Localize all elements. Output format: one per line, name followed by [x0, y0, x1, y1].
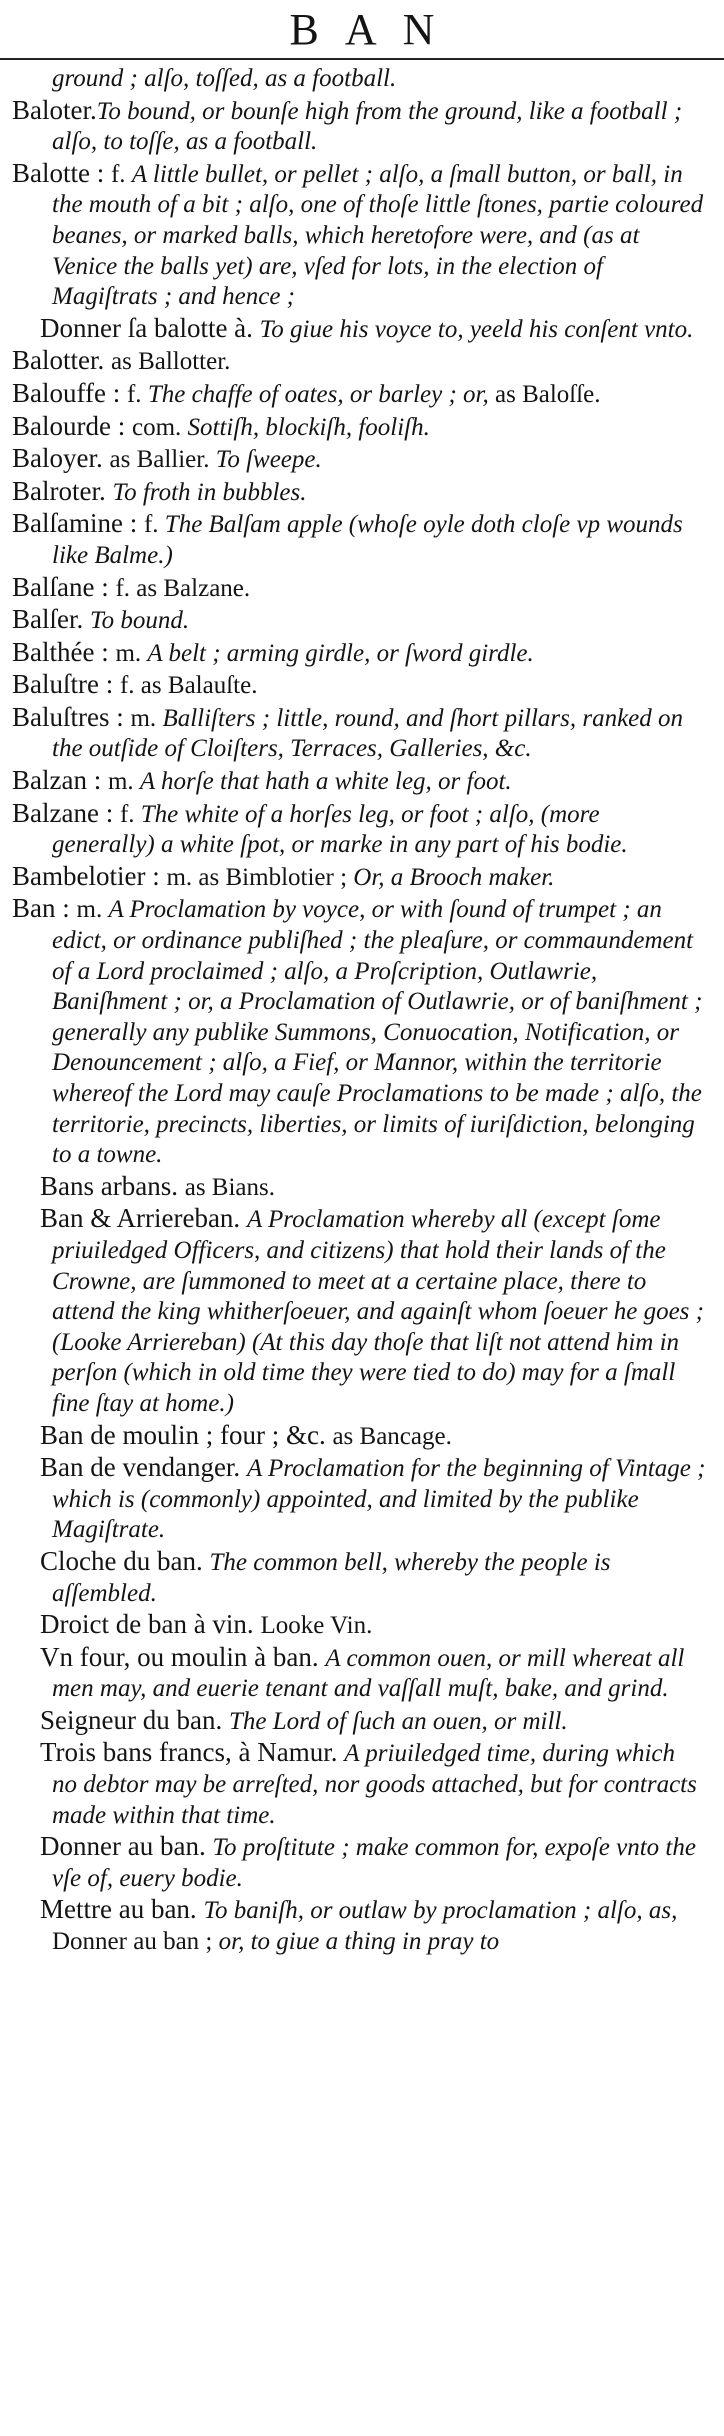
dictionary-entry: [6, 1705, 706, 1738]
entry-grammar: f. as: [115, 574, 164, 602]
entry-crossref: Bimblotier ;: [225, 863, 354, 891]
entry-definition: ground ; alſo, toſſed, as a football.: [52, 65, 397, 92]
entry-grammar: as: [332, 1422, 360, 1450]
entry-headword: Balourde :: [12, 410, 132, 441]
dictionary-entry: [6, 798, 706, 861]
entry-definition: To proſtitute ; make common for, expoſe vnto the vſe of, euery bodie.: [52, 1834, 696, 1892]
dictionary-entry: [6, 1642, 706, 1705]
dictionary-entry: [6, 1831, 706, 1894]
dictionary-entry: [6, 158, 706, 313]
entry-headword: Ban de vendanger.: [40, 1452, 247, 1483]
entry-grammar: as: [184, 1173, 212, 1201]
entry-definition: To ſweepe.: [215, 446, 322, 474]
entry-grammar: f.: [110, 160, 132, 188]
dictionary-entry: [6, 1203, 706, 1419]
entry-grammar: f.: [119, 800, 141, 828]
entry-headword: Cloche du ban.: [40, 1545, 210, 1576]
entry-definition: The common bell, whereby the people is aſſembled.: [52, 1548, 611, 1607]
dictionary-entry: [6, 411, 706, 444]
entry-headword: Donner ſa balotte à.: [40, 312, 260, 343]
entry-headword: Balzane :: [12, 797, 120, 828]
entry-grammar: m.: [115, 639, 148, 667]
entry-definition: The chaffe of oates, or barley ; or,: [147, 380, 495, 408]
dictionary-entry: [6, 64, 706, 95]
dictionary-entry: [6, 378, 706, 411]
entry-headword: Ban de moulin ; four ; &c.: [40, 1419, 333, 1450]
entry-grammar: Looke: [260, 1612, 331, 1640]
entry-grammar: m. as: [166, 863, 226, 891]
entry-headword: Ban & Arriereban.: [40, 1203, 247, 1234]
entry-headword: Ban :: [12, 893, 77, 924]
entry-headword: Droict de ban à vin.: [40, 1609, 261, 1640]
dictionary-entry: [6, 95, 706, 158]
dictionary-entry: [6, 765, 706, 798]
dictionary-entry: [6, 1609, 706, 1642]
dictionary-entry: [6, 1894, 706, 1957]
entry-definition: A priuiledged time, during which no debtor may be arreſted, nor goods attached, but for contracts made within that time.: [52, 1740, 697, 1829]
entry-crossref: Bians.: [211, 1173, 275, 1201]
entry-grammar: f.: [126, 380, 148, 408]
entry-grammar: m.: [107, 768, 140, 796]
entry-headword: Balouffe :: [12, 377, 127, 408]
entry-headword: Balſer.: [12, 604, 90, 635]
dictionary-entry: [6, 1737, 706, 1831]
entry-headword: Balſamine :: [12, 508, 144, 539]
entry-headword: Vn four, ou moulin à ban.: [40, 1641, 326, 1672]
dictionary-entry: [6, 1546, 706, 1609]
entry-definition: A Proclamation for the beginning of Vintage ; which is (commonly) appointed, and limited by the publike Magiſtrate.: [52, 1455, 706, 1544]
entry-headword: Balotter.: [12, 345, 111, 376]
entry-grammar: m.: [130, 704, 163, 732]
dictionary-entry: [6, 1420, 706, 1453]
entry-headword: Baluſtres :: [12, 701, 131, 732]
entry-definition: A little bullet, or pellet ; alſo, a ſmall button, or ball, in the mouth of a bit ; alſo, one of thoſe little ſtones, partie coloured beanes, or marked balls, which heretofore were, and (as at Venice the balls yet) are, vſed for lots, in the election of Magiſtrats ; and hence ;: [52, 160, 704, 311]
dictionary-entry: [6, 604, 706, 637]
entry-definition: The Balſam apple (whoſe oyle doth cloſe vp wounds like Balme.): [52, 511, 683, 569]
entry-grammar: f. as: [119, 672, 168, 700]
dictionary-entry: [6, 702, 706, 765]
entry-headword: Balzan :: [12, 765, 108, 796]
entry-definition: To bound, or bounſe high from the ground, like a football ; alſo, to toſſe, as a football.: [52, 97, 683, 156]
dictionary-entry: [6, 1452, 706, 1546]
entry-headword: Balotte :: [12, 157, 111, 188]
entry-grammar: com.: [131, 413, 188, 441]
entry-definition: A horſe that hath a white leg, or foot.: [139, 768, 512, 796]
dictionary-entry: [6, 572, 706, 605]
entry-definition: Or, a Brooch maker.: [353, 863, 555, 891]
entry-crossref: Ballotter.: [138, 348, 231, 376]
dictionary-entry: [6, 669, 706, 702]
dictionary-entry: [6, 443, 706, 476]
entry-definition: Sottiſh, blockiſh, fooliſh.: [187, 413, 430, 441]
entry-definition: To baniſh, or outlaw by proclamation ; alſo, as,: [203, 1897, 678, 1925]
header-rule: [0, 58, 724, 60]
entry-headword: Balroter.: [12, 475, 113, 506]
entry-grammar: as: [109, 446, 137, 474]
entry-definition: A Proclamation whereby all (except ſome priuiledged Officers, and citizens) that hold their lands of the Crowne, are ſummoned to meet at a certaine place, there to attend the king whitherſoeuer, and againſt whom ſoeuer he goes ; (Looke Arriereban) (At this day thoſe that liſt not attend him in perſon (which in old time they were tied to do) may for a ſmall fine ſtay at home.): [52, 1206, 704, 1417]
entry-headword: Baloter.: [12, 94, 97, 125]
entry-definition: A belt ; arming girdle, or ſword girdle.: [147, 639, 534, 667]
entry-crossref: Vin.: [330, 1612, 373, 1640]
entry-definition: To bound.: [89, 607, 190, 635]
entry-headword: Seigneur du ban.: [40, 1704, 229, 1735]
dictionary-entry: [6, 345, 706, 378]
entry-crossref: Donner au ban ;: [52, 1928, 219, 1956]
entry-definition: To giue his voyce to, yeeld his conſent vnto.: [259, 315, 694, 343]
entry-definition: Balliſters ; little, round, and ſhort pillars, ranked on the outſide of Cloiſters, Terraces, Galleries, &c.: [52, 704, 684, 763]
entry-definition: A common ouen, or mill whereat all men may, and euerie tenant and vaſſall muſt, bake, and grind.: [52, 1644, 685, 1703]
dictionary-entry: [6, 893, 706, 1170]
dictionary-entry: [6, 476, 706, 509]
entry-grammar: m.: [76, 896, 109, 924]
entry-definition: The white of a horſes leg, or foot ; alſo, (more generally) a white ſpot, or marke in any part of his bodie.: [52, 800, 628, 859]
entry-definition: A Proclamation by voyce, or with ſound of trumpet ; an edict, or ordinance publiſhed ; the pleaſure, or commaundement of a Lord proclaimed ; alſo, a Proſcription, Outlawrie, Baniſhment ; or, a Proclamation of Outlawrie, or of baniſhment ; generally any publike Summons, Conuocation, Notification, or Denouncement ; alſo, a Fief, or Mannor, within the territorie whereof the Lord may cauſe Proclamations to be made ; alſo, the territorie, precincts, liberties, or limits of iuriſdiction, belonging to a towne.: [52, 896, 703, 1169]
entry-headword: Balſane :: [12, 571, 116, 602]
entry-crossref: Balzane.: [163, 574, 251, 602]
entry-headword: Mettre au ban.: [40, 1894, 204, 1925]
entry-grammar: f.: [143, 511, 165, 539]
entry-headword: Bans arbans.: [40, 1170, 185, 1201]
dictionary-entry: [6, 313, 706, 346]
entry-grammar: as: [110, 348, 139, 376]
entry-headword: Baloyer.: [12, 443, 110, 474]
entry-headword: Baluſtre :: [12, 669, 120, 700]
dictionary-entry: [6, 637, 706, 670]
entry-crossref: Balauſte.: [167, 672, 258, 700]
entry-definition: or, to giue a thing in pray to: [218, 1928, 500, 1956]
entry-headword: Donner au ban.: [40, 1831, 213, 1862]
entry-headword: Trois bans francs, à Namur.: [40, 1737, 345, 1768]
dictionary-entry: [6, 1171, 706, 1204]
entry-crossref: as Baloſſe.: [495, 380, 601, 408]
entry-crossref: Ballier.: [136, 446, 216, 474]
entry-headword: Balthée :: [12, 636, 116, 667]
page-header: BAN: [289, 4, 461, 54]
entries-column: [0, 64, 724, 1958]
entry-definition: To froth in bubbles.: [112, 478, 307, 506]
dictionary-entry: [6, 508, 706, 571]
entry-definition: The Lord of ſuch an ouen, or mill.: [228, 1707, 568, 1735]
entry-headword: Bambelotier :: [12, 860, 167, 891]
entry-crossref: Bancage.: [359, 1422, 452, 1450]
dictionary-entry: [6, 861, 706, 894]
